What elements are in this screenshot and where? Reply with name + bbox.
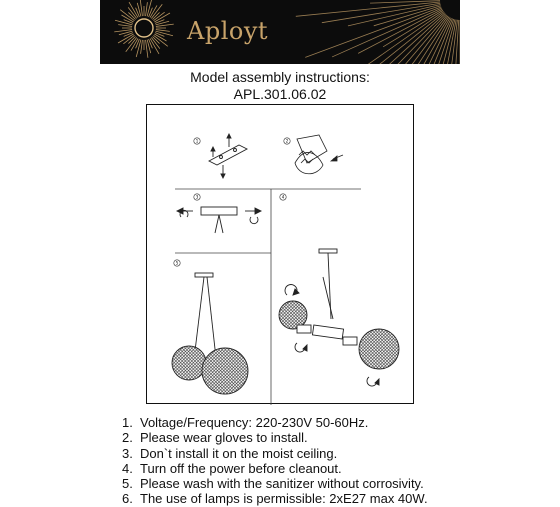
step-label-2 [284, 138, 290, 144]
assembly-diagram [146, 104, 414, 404]
page-title: Model assembly instructions: [190, 69, 370, 85]
brand-banner [100, 0, 460, 64]
safety-notes-list [122, 415, 428, 507]
brand-logo: Aployt [187, 17, 269, 45]
svg-text:3: 3 [195, 194, 199, 200]
note-item: 4. Turn off the power before cleanout. [122, 460, 342, 476]
step-label-4 [280, 194, 286, 200]
step-label-5 [174, 260, 180, 266]
canopy-figure [177, 207, 261, 233]
model-number: APL.301.06.02 [233, 86, 327, 102]
note-item: 6. The use of lamps is permissible: 2xE27 max 40W. [122, 491, 428, 507]
pendant-figure-step4 [279, 249, 399, 386]
wire-connection-figure [295, 135, 343, 174]
note-item: 1. Voltage/Frequency: 220-230V 50-60Hz. [122, 415, 369, 430]
svg-text:1: 1 [195, 138, 199, 144]
svg-text:4: 4 [281, 194, 285, 200]
step-label-1 [194, 138, 200, 144]
pendant-figure-step5 [172, 273, 248, 394]
svg-text:2: 2 [285, 138, 289, 144]
svg-text:5: 5 [175, 260, 179, 266]
note-item: 5. Please wash with the sanitizer without corrosivity. [122, 476, 424, 492]
note-item: 2. Please wear gloves to install. [122, 430, 308, 446]
step-label-3 [194, 194, 200, 200]
mounting-plate-figure [209, 134, 247, 178]
note-item: 3. Don`t install it on the moist ceiling. [122, 445, 338, 461]
assembly-illustration [147, 105, 415, 405]
sunburst-decoration [100, 0, 460, 64]
